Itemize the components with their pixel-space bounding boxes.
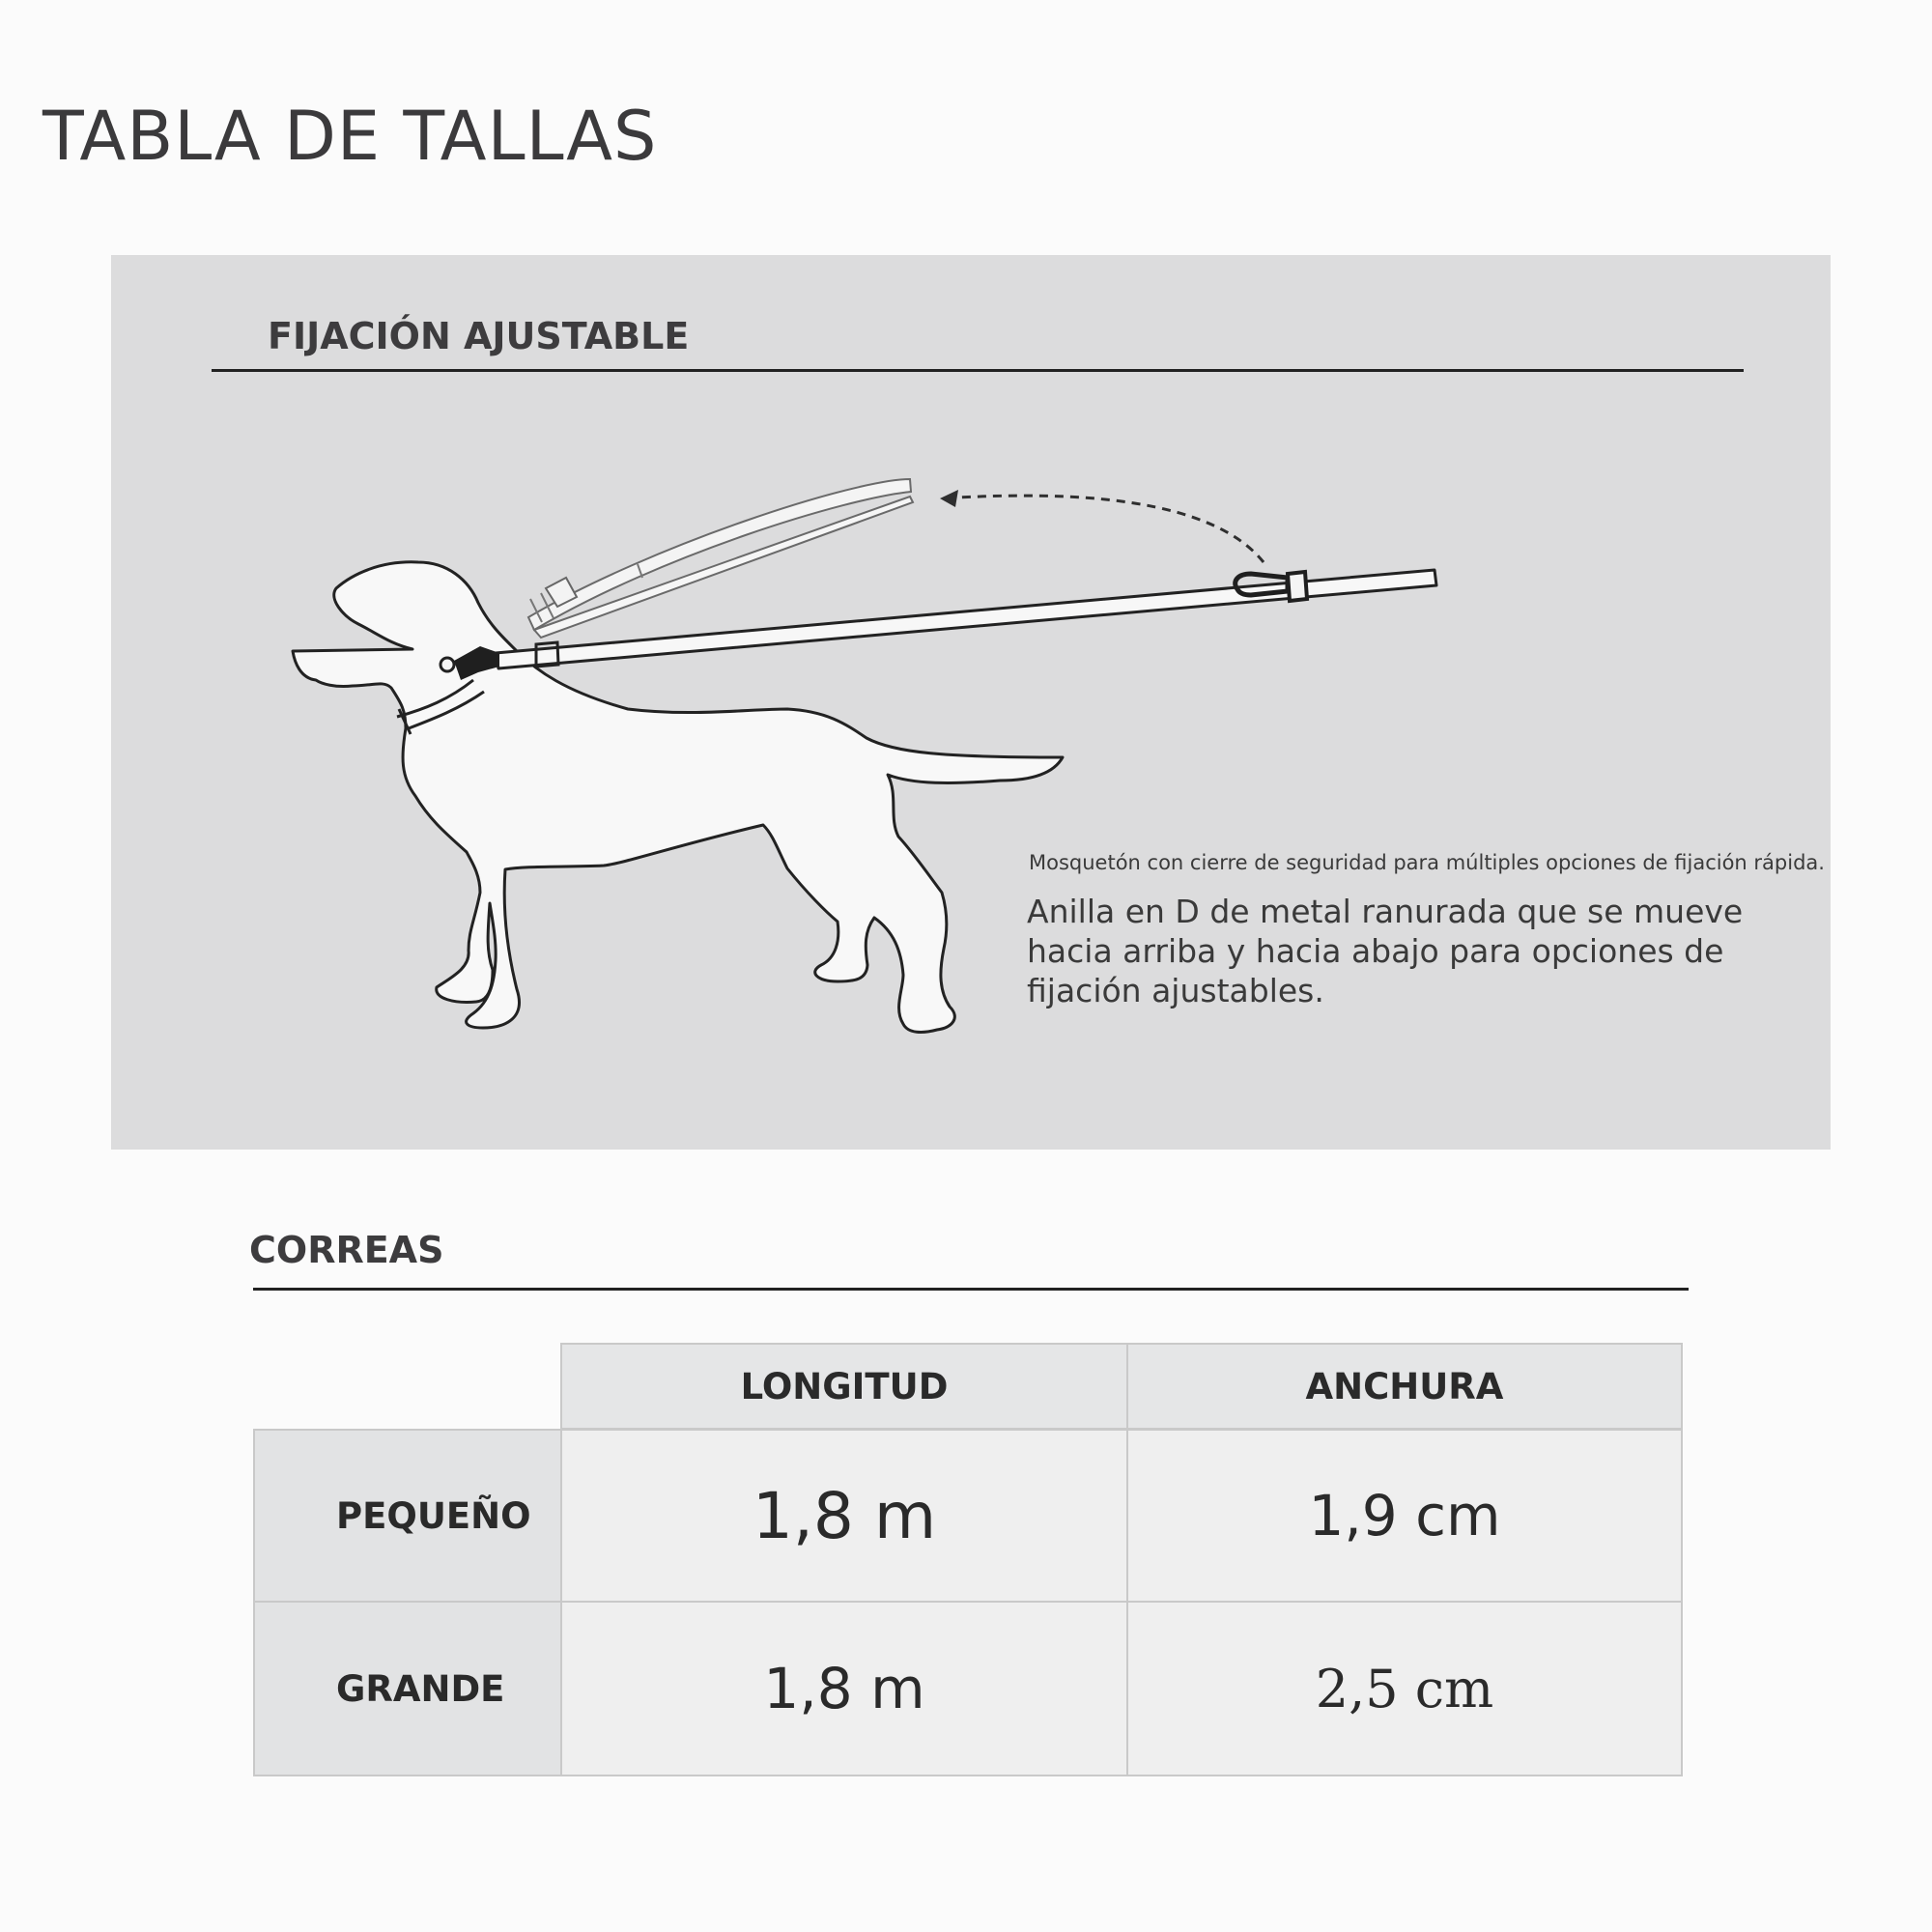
cell-small-width: 1,9 cm <box>1126 1429 1683 1603</box>
cell-small-length: 1,8 m <box>560 1429 1128 1603</box>
arrow-head-icon <box>940 490 958 507</box>
carabiner-caption: Mosquetón con cierre de seguridad para múltiples opciones de fijación rápida. <box>1029 851 1825 874</box>
row-label-small: PEQUEÑO <box>253 1429 562 1603</box>
carabiner-slider <box>1288 572 1307 601</box>
cell-large-length: 1,8 m <box>560 1601 1128 1776</box>
dog-body <box>293 562 1063 1033</box>
dog-with-leash-illustration <box>111 255 1831 1150</box>
page-title: TABLA DE TALLAS <box>43 97 658 176</box>
size-table <box>253 1343 1683 1776</box>
column-header-length: LONGITUD <box>560 1343 1128 1430</box>
straps-heading: CORREAS <box>249 1229 444 1271</box>
feature-heading: FIJACIÓN AJUSTABLE <box>268 315 690 357</box>
adjustable-attachment-panel <box>111 255 1831 1150</box>
raised-strap-top <box>528 479 911 630</box>
cell-large-width: 2,5 cm <box>1126 1601 1683 1776</box>
row-label-large: GRANDE <box>253 1601 562 1776</box>
raised-strap-bottom <box>534 497 913 638</box>
column-header-width: ANCHURA <box>1126 1343 1683 1430</box>
movement-arrow <box>942 496 1264 562</box>
d-ring-caption: Anilla en D de metal ranurada que se mueve hacia arriba y hacia abajo para opciones de fijación ajustables. <box>1027 893 1744 1009</box>
straps-heading-rule <box>253 1288 1689 1291</box>
